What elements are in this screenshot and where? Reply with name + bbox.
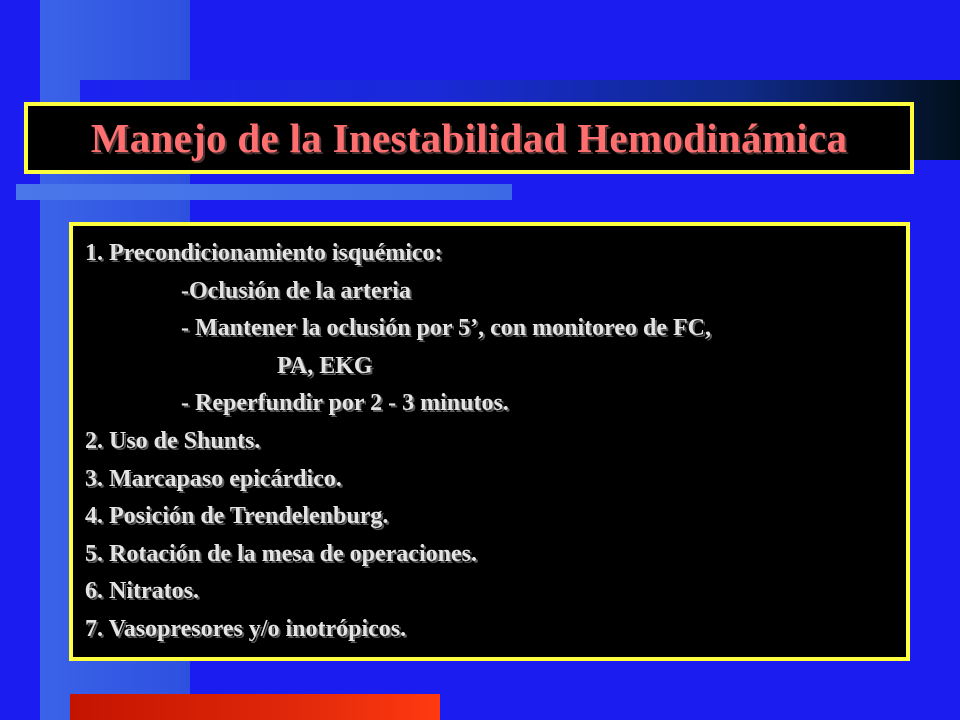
decorative-thin-bar bbox=[16, 184, 512, 200]
list-item-marcapaso: 3. Marcapaso epicárdico. bbox=[85, 465, 342, 492]
slide-content-box bbox=[69, 222, 910, 661]
list-item-shunts: 2. Uso de Shunts. bbox=[85, 427, 261, 454]
sub-item-mantener-cont: PA, EKG bbox=[277, 352, 373, 379]
slide-title: Manejo de la Inestabilidad Hemodinámica bbox=[90, 115, 848, 161]
list-item-trendelenburg: 4. Posición de Trendelenburg. bbox=[85, 503, 389, 530]
list-item-vasopresores: 7. Vasopresores y/o inotrópicos. bbox=[85, 615, 407, 642]
decorative-bottom-bar bbox=[70, 694, 440, 720]
sub-item-mantener: - Mantener la oclusión por 5’, con monitoreo de FC, bbox=[181, 315, 711, 342]
slide-title-box bbox=[24, 102, 914, 174]
list-item-precondicionamiento: 1. Precondicionamiento isquémico: bbox=[85, 240, 443, 266]
list-item-nitratos: 6. Nitratos. bbox=[85, 578, 199, 605]
sub-item-reperfundir: - Reperfundir por 2 - 3 minutos. bbox=[181, 390, 509, 417]
list-item-rotacion: 5. Rotación de la mesa de operaciones. bbox=[85, 540, 477, 567]
sub-item-oclusion: -Oclusión de la arteria bbox=[181, 277, 411, 304]
